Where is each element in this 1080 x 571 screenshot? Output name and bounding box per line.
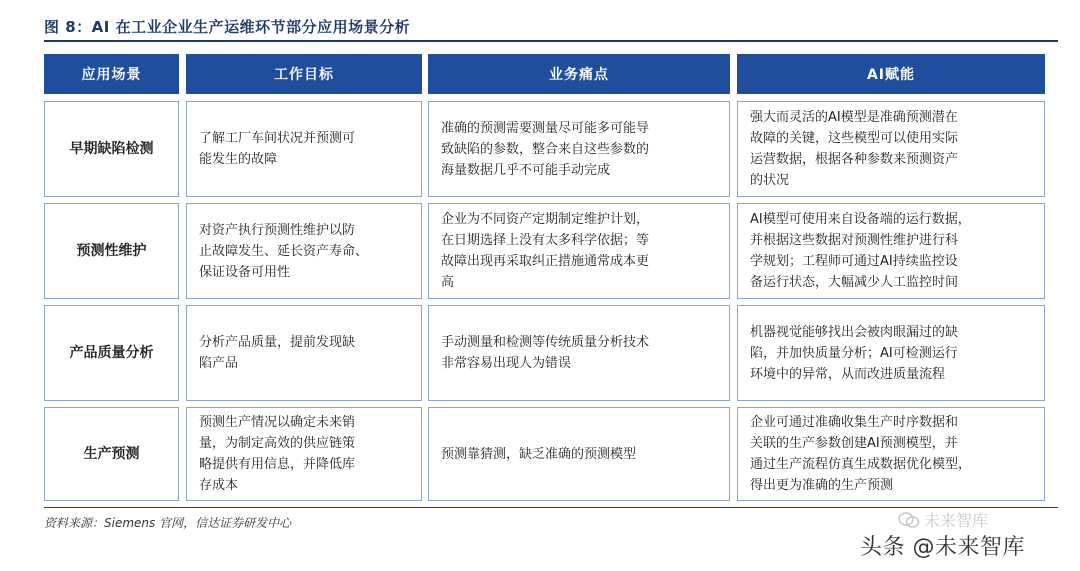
header-ai: AI赋能 bbox=[737, 54, 1045, 94]
table-row-scene bbox=[44, 101, 179, 197]
title-divider bbox=[44, 40, 1058, 42]
pain-text: 预测靠猜测，缺乏准确的预测模型 bbox=[441, 446, 637, 462]
table-row-scene bbox=[44, 203, 179, 299]
header-goal: 工作目标 bbox=[186, 54, 422, 94]
table-row-scene bbox=[44, 305, 179, 401]
scene-label: 生产预测 bbox=[83, 445, 140, 462]
pain-text: 企业为不同资产定期制定维护计划， 在日期选择上没有太多科学依据；等 故障出现再采取纠正措施通常成本更 高 bbox=[441, 212, 650, 290]
source-note: 资料来源：Siemens 官网，信达证券研发中心 bbox=[44, 516, 292, 530]
table-cell-goal bbox=[186, 407, 422, 501]
goal-text: 对资产执行预测性维护以防 止故障发生、延长资产寿命、 保证设备可用性 bbox=[199, 222, 369, 280]
table-cell-ai bbox=[737, 305, 1045, 401]
table-cell-ai bbox=[737, 203, 1045, 299]
watermark-faint-text: 未来智库 bbox=[924, 511, 989, 530]
table-cell-pain bbox=[428, 203, 730, 299]
ai-text: 机器视觉能够找出会被肉眼漏过的缺 陷，并加快质量分析；AI可检测运行 环境中的异常，从而改进质量流程 bbox=[750, 324, 959, 382]
table-cell-goal bbox=[186, 101, 422, 197]
scene-label: 产品质量分析 bbox=[69, 344, 154, 361]
ai-text: 企业可通过准确收集生产时序数据和 关联的生产参数创建AI预测模型，并 通过生产流程仿真生成数据优化模型， 得出更为准确的生产预测 bbox=[750, 415, 972, 493]
watermark-faint bbox=[898, 508, 988, 531]
goal-text: 预测生产情况以确定未来销 量，为制定高效的供应链策 略提供有用信息，并降低库 存成本 bbox=[199, 415, 356, 493]
header-pain: 业务痛点 bbox=[428, 54, 730, 94]
pain-text: 手动测量和检测等传统质量分析技术 非常容易出现人为错误 bbox=[441, 335, 650, 371]
watermark-main: 头条 @未来智库 bbox=[860, 535, 1025, 560]
goal-text: 分析产品质量，提前发现缺 陷产品 bbox=[199, 335, 356, 371]
table-cell-goal bbox=[186, 203, 422, 299]
scene-label: 早期缺陷检测 bbox=[69, 140, 154, 157]
ai-text: AI模型可使用来自设备端的运行数据， 并根据这些数据对预测性维护进行科 学规划；工程师可通过AI持续监控设 备运行状态，大幅减少人工监控时间 bbox=[750, 212, 971, 290]
pain-text: 准确的预测需要测量尽可能多可能导 致缺陷的参数，整合来自这些参数的 海量数据几乎不可能手动完成 bbox=[441, 120, 650, 178]
goal-text: 了解工厂车间状况并预测可 能发生的故障 bbox=[199, 131, 356, 167]
ai-text: 强大而灵活的AI模型是准确预测潜在 故障的关键，这些模型可以使用实际 运营数据，根据各种参数来预测资产 的状况 bbox=[750, 110, 959, 188]
wechat-icon bbox=[898, 511, 920, 529]
figure-title: 图 8：AI 在工业企业生产运维环节部分应用场景分析 bbox=[44, 18, 411, 36]
table-cell-pain bbox=[428, 407, 730, 501]
table-cell-goal bbox=[186, 305, 422, 401]
table-cell-ai bbox=[737, 407, 1045, 501]
scene-label: 预测性维护 bbox=[76, 242, 147, 259]
table-cell-pain bbox=[428, 305, 730, 401]
table-cell-ai bbox=[737, 101, 1045, 197]
table-cell-pain bbox=[428, 101, 730, 197]
header-scene: 应用场景 bbox=[44, 54, 179, 94]
table-row-scene bbox=[44, 407, 179, 501]
